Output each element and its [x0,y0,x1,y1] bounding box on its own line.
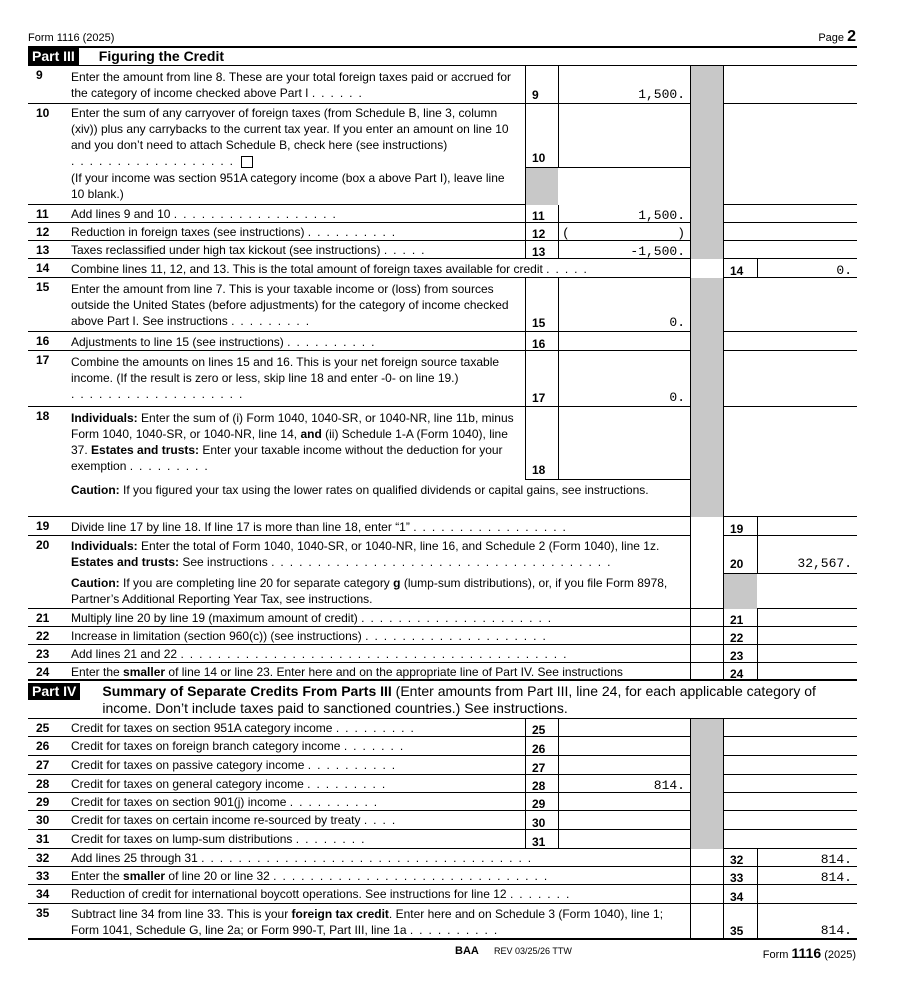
bold-text: Estates and trusts: [91,443,200,457]
shaded-cell [690,278,723,332]
line-18-text: Enter the sum of (i) Form 1040, 1040-SR, or 1040-NR, line 11b, minus Form 1040, 1040-SR, or 1040-NR, line 14, [71,411,514,441]
part4-title-bold: Summary of Separate Credits From Parts III [102,683,392,699]
divider [723,811,724,830]
divider [690,574,691,609]
line-text: Credit for taxes on passive category income .......... [71,758,402,772]
line-11 [28,205,857,223]
line-number: 27 [36,758,50,772]
line-26-box: 26 [525,737,558,756]
line-35-value[interactable]: 814. [757,904,857,940]
line-18-box: 18 [525,407,558,480]
line-16-box: 16 [525,332,558,351]
line-number: 34 [36,887,50,901]
line-30-box: 30 [525,811,558,830]
line-number: 21 [36,611,50,625]
line-13-value[interactable]: -1,500. [558,241,690,259]
shaded-cell [690,737,723,756]
line-27 [28,756,857,775]
line-29-value[interactable] [558,793,690,811]
line-29-text: Credit for taxes on section 901(j) income [71,795,287,809]
page-word: Page [818,32,845,44]
divider [690,885,691,904]
line-16-text: Adjustments to line 15 (see instructions) [71,335,284,349]
line-22-value[interactable] [757,627,857,645]
line-text: Combine the amounts on lines 15 and 16. This is your net foreign source taxable income. (If the result is zero or less, skip line 18 and enter -0- on line 19.) ................... [71,355,500,401]
shaded-cell [690,793,723,811]
shaded-cell [690,223,723,241]
divider [690,627,691,645]
shaded-cell [690,775,723,793]
line-11-value[interactable]: 1,500. [558,205,690,223]
line-30-value[interactable] [558,811,690,830]
line-35-text: . Enter here and on Schedule 3 (Form 1040), line 1; Form 1041, Schedule G, line 2a; or Form 990-T, Part III, line 1a [71,907,664,937]
divider [723,756,724,775]
line-text: Credit for taxes on general category income ......... [71,777,392,791]
line-19-text: Divide line 17 by line 18. If line 17 is more than line 18, enter “1” [71,520,410,534]
line-21 [28,609,857,627]
line-21-box: 21 [723,609,757,627]
bold-text: Individuals: [71,411,138,425]
part3-label: Part III [28,48,79,65]
line-26-text: Credit for taxes on foreign branch category income [71,739,341,753]
line-10-value[interactable] [558,104,690,168]
shaded-cell [690,241,723,259]
line-text: Individuals: Enter the sum of (i) Form 1040, 1040-SR, or 1040-NR, line 11b, minus Form 1040, 1040-SR, or 1040-NR, line 14, and (ii) Schedule 1-A (Form 1040), line 37. Estates and trusts: Enter your taxable income without the deduction for your exemption ......... [71,411,514,473]
line-33-box: 33 [723,867,757,885]
divider [723,241,724,259]
line-33-value[interactable]: 814. [757,867,857,885]
line-28-text: Credit for taxes on general category income [71,777,304,791]
line-24-box: 24 [723,663,757,681]
line-20-text: Enter the total of Form 1040, 1040-SR, or 1040-NR, line 16, and Schedule 2 (Form 1040), line 1z. [137,539,660,553]
caution-text [71,482,686,498]
line-34-box: 34 [723,885,757,904]
line-9-box: 9 [525,66,558,104]
divider [690,904,691,939]
line-30 [28,811,857,830]
line-text: Combine lines 11, 12, and 13. This is the total amount of foreign taxes available for credit ..... [71,262,593,276]
line-10-note-text: (If your income was section 951A category income (box a above Part I), leave line 10 blank.) [71,171,505,201]
divider [723,775,724,793]
line-14 [28,259,857,278]
part4-label: Part IV [28,683,80,700]
line-23-box: 23 [723,645,757,663]
line-33-text: of line 20 or line 32 [165,869,270,883]
line-text: Reduction in foreign taxes (see instructions) .......... [71,225,402,239]
schedule-b-checkbox[interactable] [241,156,253,168]
line-33-text: Enter the [71,869,124,883]
line-31-value[interactable] [558,830,690,849]
shaded-cell [690,168,723,205]
line-23-value[interactable] [757,645,857,663]
divider [723,223,724,241]
line-24-text: of line 14 or line 23. Enter here and on the appropriate line of Part IV. See instructions [165,665,623,679]
line-28-value[interactable]: 814. [558,775,690,793]
blank-cell [690,259,723,278]
line-text: Add lines 9 and 10 .................. [71,207,342,221]
bold-text: smaller [123,665,166,679]
divider [723,719,724,737]
line-34-text: Reduction of credit for international boycott operations. See instructions for line 12 [71,887,507,901]
shaded-cell [690,756,723,775]
line-text: Multiply line 20 by line 19 (maximum amount of credit) ..................... [71,611,558,625]
line-number: 10 [36,106,50,120]
line-number: 18 [36,409,50,423]
shaded-cell [723,574,757,609]
line-text: Adjustments to line 15 (see instructions) .......... [71,335,381,349]
form-footer [763,945,856,961]
line-17-value[interactable]: 0. [558,351,690,407]
line-24-value[interactable] [757,663,857,681]
divider [723,205,724,223]
part4-title [102,683,822,717]
line-35-text: Subtract line 34 from line 33. This is your [71,907,292,921]
line-31-text: Credit for taxes on lump-sum distributions [71,832,293,846]
line-number: 12 [36,225,50,239]
line-13-text: Taxes reclassified under high tax kickout (see instructions) [71,243,381,257]
line-text: Add lines 21 and 22 .......................................... [71,647,573,661]
line-28 [28,775,857,793]
caution-1 [28,480,857,517]
line-20-text: See instructions [179,555,268,569]
line-19 [28,517,857,536]
line-10-note [28,168,857,205]
line-21-value[interactable] [757,609,857,627]
line-19-box: 19 [723,517,757,536]
form-id: Form 1116 (2025) [28,32,115,44]
line-10 [28,104,857,168]
line-20-box: 20 [723,536,757,574]
line-20 [28,536,857,574]
line-number: 24 [36,665,50,679]
bold-text: and [300,427,322,441]
line-text: Enter the amount from line 8. These are your total foreign taxes paid or accrued for the category of income checked above Part I ...... [71,70,512,100]
form-number: 1116 [791,945,822,961]
line-32 [28,849,857,867]
caution-2 [28,574,857,609]
line-24-text: Enter the [71,665,124,679]
bold-text: g [393,576,401,590]
shaded-cell [690,351,723,407]
line-text: Add lines 25 through 31 .................................... [71,851,538,865]
line-30-text: Credit for taxes on certain income re-sourced by treaty [71,813,361,827]
line-number: 30 [36,813,50,827]
line-number: 31 [36,832,50,846]
divider [723,793,724,811]
line-12-value[interactable] [558,223,690,241]
line-31-box: 31 [525,830,558,849]
line-22 [28,627,857,645]
line-number: 20 [36,538,50,552]
line-number: 9 [36,68,43,82]
blank-cell [690,517,723,536]
line-15 [28,278,857,332]
line-27-box: 27 [525,756,558,775]
part3-title: Figuring the Credit [98,48,225,64]
divider [690,609,691,627]
line-number: 26 [36,739,50,753]
part4-title-rest: (Enter amounts from Part III, line 24, for each applicable category of income. Don’t include taxes paid to sanctioned countries.) See instructions. [102,683,816,716]
bold-text: Estates and trusts: [71,555,180,569]
form-word: Form [762,949,789,961]
shaded-cell [690,104,723,169]
caution-1-text: If you figured your tax using the lower rates on qualified dividends or capital gains, see instructions. [119,483,649,497]
line-18-text: (ii) Schedule 1-A (Form 1040), line 37. [71,427,508,457]
line-26-value[interactable] [558,737,690,756]
form-year: (2025) [824,949,856,961]
line-32-value[interactable]: 814. [757,849,857,867]
line-15-box: 15 [525,278,558,332]
caution-label: Caution: [71,483,120,497]
line-number: 14 [36,261,50,275]
line-23-text: Add lines 21 and 22 [71,647,178,661]
bold-text: foreign tax credit [291,907,389,921]
line-text: Reduction of credit for international boycott operations. See instructions for line 12 ....... [71,887,576,901]
line-15-text: Enter the amount from line 7. This is your taxable income or (loss) from sources outside the United States (before adjustments) for the category of income checked above Part I. See instructions [71,282,509,328]
line-14-value[interactable]: 0. [757,259,857,278]
line-22-box: 22 [723,627,757,645]
blank-cell [558,168,690,205]
line-19-value[interactable] [757,517,857,536]
line-text: Credit for taxes on section 951A category income ......... [71,721,420,735]
line-17-text: Combine the amounts on lines 15 and 16. This is your net foreign source taxable income. (If the result is zero or less, skip line 18 and enter -0- on line 19.) [71,355,500,385]
line-number: 25 [36,721,50,735]
line-text: Credit for taxes on lump-sum distributions ........ [71,832,371,846]
page-num: 2 [847,28,856,45]
line-17 [28,351,857,407]
shaded-cell [690,332,723,351]
divider [723,66,724,104]
divider [690,867,691,885]
line-27-text: Credit for taxes on passive category income [71,758,305,772]
line-13-box: 13 [525,241,558,259]
caution-2-text: (lump-sum distributions), or, if you file Form 8978, Partner’s Additional Reporting Year Tax, see instructions. [71,576,668,606]
line-text: Taxes reclassified under high tax kickout (see instructions) ..... [71,243,431,257]
line-number: 22 [36,629,50,643]
line-29-box: 29 [525,793,558,811]
shaded-cell [690,719,723,737]
divider [690,645,691,663]
line-16 [28,332,857,351]
shaded-cell [690,811,723,830]
part4-header [28,683,857,717]
line-number: 32 [36,851,50,865]
line-25 [28,719,857,737]
line-14-box: 14 [723,259,757,278]
line-29 [28,793,857,811]
line-11-text: Add lines 9 and 10 [71,207,171,221]
line-text: Divide line 17 by line 18. If line 17 is more than line 18, enter “1” ................. [71,520,572,534]
line-9-value[interactable]: 1,500. [558,66,690,104]
shaded-cell [690,830,723,849]
divider [723,407,724,481]
baa-label: BAA [455,945,479,957]
line-33 [28,867,857,885]
line-20-value[interactable]: 32,567. [757,536,857,574]
line-text: Subtract line 34 from line 33. This is your foreign tax credit. Enter here and on Schedule 3 (Form 1040), line 1; Form 1041, Schedule G, line 2a; or Form 990-T, Part III, line 1a .......... [71,907,664,937]
line-27-value[interactable] [558,756,690,775]
line-16-value[interactable] [558,332,690,351]
paren-close: ) [677,226,685,241]
divider [723,104,724,169]
line-text: Credit for taxes on section 901(j) income .......... [71,795,384,809]
divider [690,663,691,680]
divider [690,849,691,867]
bold-text: smaller [123,869,166,883]
divider [723,332,724,351]
line-28-box: 28 [525,775,558,793]
line-12-text: Reduction in foreign taxes (see instructions) [71,225,305,239]
line-25-box: 25 [525,719,558,737]
line-14-text: Combine lines 11, 12, and 13. This is the total amount of foreign taxes available for credit [71,262,543,276]
shaded-cell [690,407,723,481]
shaded-cell [690,205,723,223]
line-18-value[interactable] [558,407,690,480]
caution-2-text: If you are completing line 20 for separate category [119,576,394,590]
line-9-text: Enter the amount from line 8. These are your total foreign taxes paid or accrued for the category of income checked above Part I [71,70,512,100]
part3-header [28,48,857,65]
divider [723,480,724,517]
line-12-box: 12 [525,223,558,241]
line-9 [28,66,857,104]
line-31 [28,830,857,849]
line-13 [28,241,857,259]
line-22-text: Increase in limitation (section 960(c)) (see instructions) [71,629,362,643]
line-text: Credit for taxes on certain income re-sourced by treaty .... [71,813,402,827]
line-number: 23 [36,647,50,661]
line-number: 13 [36,243,50,257]
caution-label: Caution: [71,576,120,590]
line-number: 11 [36,207,49,221]
shaded-cell [525,168,558,205]
caution-text [71,575,686,607]
line-number: 19 [36,519,50,533]
line-34 [28,885,857,904]
line-text [71,664,701,680]
line-11-box: 11 [525,205,558,223]
line-18-text: Enter your taxable income without the deduction for your exemption [71,443,503,473]
divider [690,536,691,575]
line-25-text: Credit for taxes on section 951A category income [71,721,333,735]
line-text: Enter the amount from line 7. This is your taxable income or (loss) from sources outside the United States (before adjustments) for the category of income checked above Part I. See instructions ......... [71,282,509,328]
line-12 [28,223,857,241]
line-24 [28,663,857,681]
line-21-text: Multiply line 20 by line 19 (maximum amount of credit) [71,611,358,625]
line-34-value[interactable] [757,885,857,904]
line-text: Individuals: Enter the total of Form 1040, 1040-SR, or 1040-NR, line 16, and Schedule 2 (Form 1040), line 1z. Estates and trusts: See instructions ..................................... [71,539,660,569]
divider [723,737,724,756]
line-number: 16 [36,334,50,348]
line-text: Enter the sum of any carryover of foreign taxes (from Schedule B, line 3, column (xiv)) plus any carrybacks to the current tax year. If you enter an amount on line 10 and you don’t need to attach Schedule B, check here (see instructions) .................. [71,106,509,168]
line-text: Credit for taxes on foreign branch category income ....... [71,739,410,753]
bold-text: Individuals: [71,539,138,553]
line-25-value[interactable] [558,719,690,737]
page-number [818,28,856,46]
line-23 [28,645,857,663]
line-number: 15 [36,280,50,294]
line-15-value[interactable]: 0. [558,278,690,332]
paren-open: ( [562,226,570,241]
divider [723,830,724,849]
shaded-cell [690,480,723,517]
line-text: Enter the smaller of line 20 or line 32 .............................. [71,869,554,883]
line-number: 28 [36,777,50,791]
line-26 [28,737,857,756]
shaded-cell [690,66,723,104]
revision-label: REV 03/25/26 TTW [494,946,572,956]
line-number: 33 [36,869,50,883]
line-18 [28,407,857,480]
line-32-box: 32 [723,849,757,867]
divider [723,351,724,407]
line-32-text: Add lines 25 through 31 [71,851,198,865]
line-35-box: 35 [723,904,757,940]
line-number: 17 [36,353,50,367]
line-17-box: 17 [525,351,558,407]
divider [723,168,724,205]
divider [723,278,724,332]
line-10-box: 10 [525,104,558,168]
line-number: 35 [36,906,50,920]
line-35 [28,904,857,940]
line-number: 29 [36,795,50,809]
line-10-text: Enter the sum of any carryover of foreign taxes (from Schedule B, line 3, column (xiv)) plus any carrybacks to the current tax year. If you enter an amount on line 10 and you don’t need to attach Schedule B, check here (see instructions) [71,106,509,152]
line-text: Increase in limitation (section 960(c)) (see instructions) .................... [71,629,552,643]
